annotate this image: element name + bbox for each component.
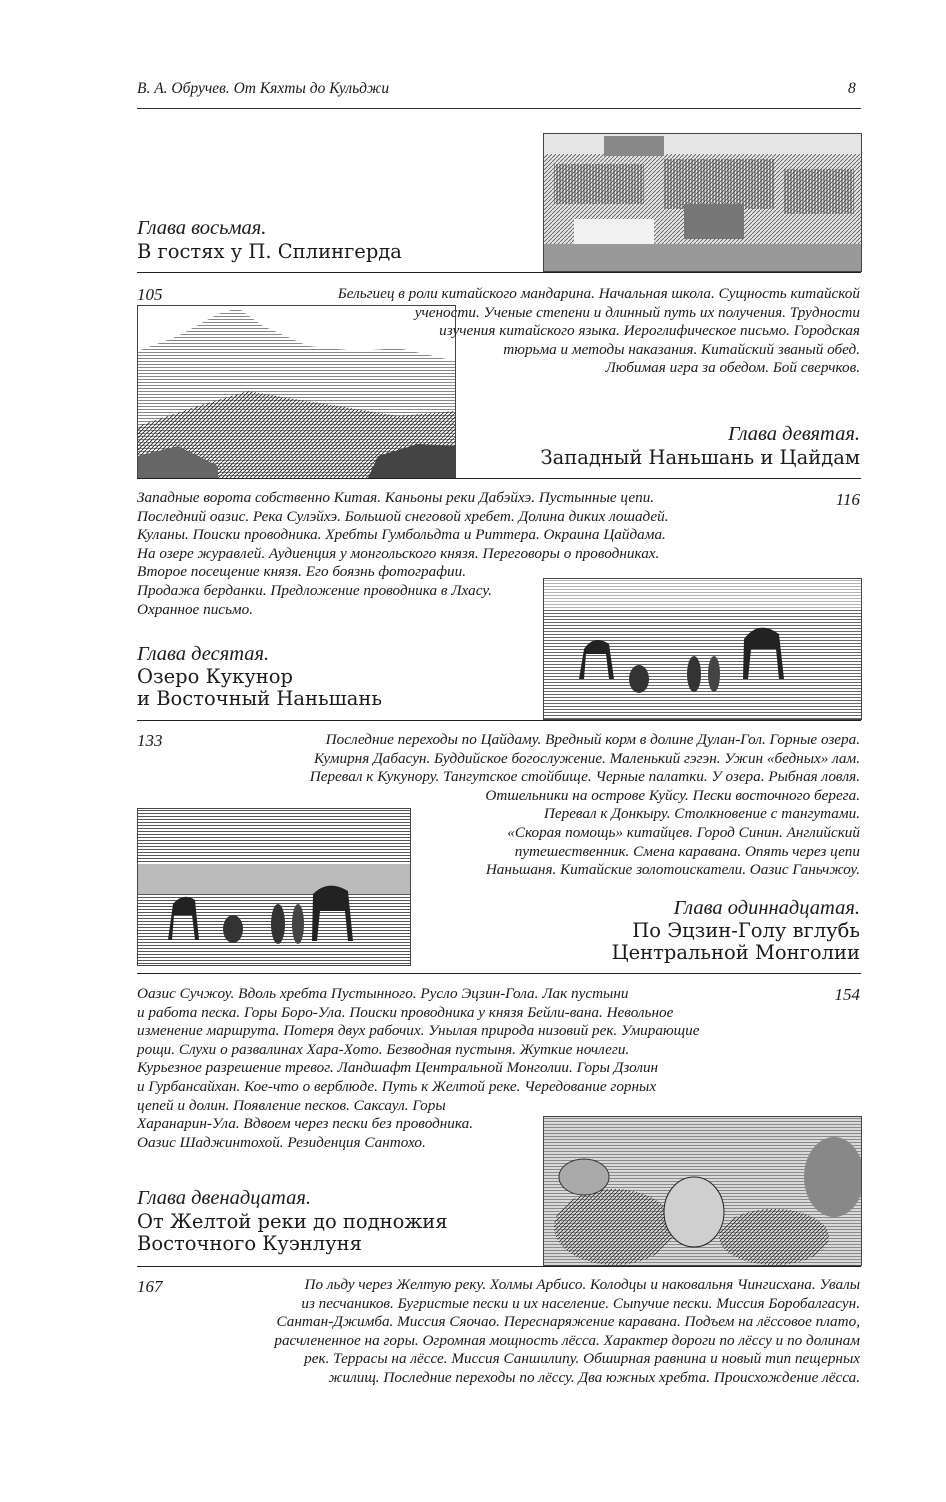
chapter-title: Центральной Монголии [611, 941, 860, 964]
chapter-rule [137, 272, 861, 273]
rocks-engraving [543, 1116, 862, 1266]
chapter-rule [137, 720, 861, 721]
summary-line: Отшельники на острове Куйсу. Пески восточного берега. [485, 786, 860, 804]
chapter-label: Глава двенадцатая. [137, 1187, 312, 1209]
chapter-title: По Эцзин-Голу вглубь [632, 919, 860, 942]
page-number: 8 [848, 80, 856, 97]
summary-line: Перевал к Донкыру. Столкновение с тангутами. [543, 805, 860, 823]
chapter-title: В гостях у П. Сплингерда [137, 240, 402, 263]
chapter-title: Западный Наньшань и Цайдам [540, 446, 860, 469]
summary-line: Перевал к Кукунору. Тангутское стойбище. Черные палатки. У озера. Рыбная ловля. [309, 768, 860, 786]
camel-caravan-engraving [543, 578, 862, 720]
summary-line: Наньшаня. Китайские золотоискатели. Оазис Ганьчжоу. [485, 861, 860, 879]
chapter-page-number: 154 [834, 985, 860, 1004]
summary-line: Харанарин-Ула. Вдвоем через пески без проводника. [137, 1115, 474, 1133]
chapter-label: Глава девятая. [728, 423, 860, 445]
summary-line: Охранное письмо. [137, 600, 254, 618]
summary-line: цепей и долин. Появление песков. Саксаул. Горы [137, 1096, 446, 1114]
summary-line: рощи. Слухи о развалинах Хара-Хото. Безводная пустыня. Жуткие ночлеги. [137, 1040, 630, 1058]
summary-line: Второе посещение князя. Его боязнь фотографии. [137, 563, 467, 581]
summary-line: рек. Террасы на лёссе. Миссия Саншилипу. Обширная равнина и новый тип пещерных [304, 1350, 860, 1368]
summary-line: жилищ. Последние переходы по лёссу. Два южных хребта. Происхождение лёсса. [328, 1368, 860, 1386]
chapter-title: Озеро Кукунор [137, 665, 294, 688]
chapter-page-number: 133 [137, 731, 163, 750]
summary-line: Сантан-Джимба. Миссия Сяочао. Переснаряжение каравана. Подъем на лёссовое плато, [276, 1313, 860, 1331]
summary-line: из песчаников. Бугристые пески и их население. Сыпучие пески. Миссия Боробалгасун. [301, 1294, 860, 1312]
chapter-page-number: 167 [137, 1277, 163, 1296]
summary-line: и Гурбансайхан. Кое-что о верблюде. Путь к Желтой реке. Чередование горных [137, 1077, 657, 1095]
chapter-summary [338, 285, 860, 378]
summary-line: Бельгиец в роли китайского мандарина. Начальная школа. Сущность китайской [337, 285, 860, 302]
summary-line: Кумирня Дабасун. Буддийское богослужение. Маленький гэгэн. Ужин «бедных» лам. [314, 749, 860, 767]
summary-line: По льду через Желтую реку. Холмы Арбисо. Колодцы и наковальня Чингисхана. Увалы [304, 1276, 860, 1293]
summary-line: Последние переходы по Цайдаму. Вредный корм в долине Дулан-Гол. Горные озера. [325, 731, 860, 748]
summary-line: путешественник. Смена каравана. Опять через цепи [514, 842, 860, 860]
summary-line: Любимая игра за обедом. Бой сверчков. [605, 359, 860, 377]
header-rule [137, 108, 861, 109]
summary-line: изучения китайского языка. Иероглифическое письмо. Городская [439, 322, 860, 340]
summary-line: изменение маршрута. Потеря двух рабочих. Унылая природа низовий рек. Умирающие [137, 1022, 700, 1040]
chapter-rule [137, 973, 861, 974]
summary-line: Курьезное разрешение тревог. Ландшафт Центральной Монголии. Горы Дзолин [137, 1059, 659, 1077]
chapter-rule [137, 1266, 861, 1267]
summary-line: учености. Ученые степени и длинный путь их получения. Трудности [414, 303, 860, 321]
chapter-label: Глава одиннадцатая. [673, 897, 860, 919]
running-title: В. А. Обручев. От Кяхты до Кульджи [137, 80, 390, 97]
summary-line: «Скорая помощь» китайцев. Город Синин. Английский [507, 823, 860, 841]
chapter-label: Глава десятая. [137, 643, 270, 665]
chapter-title: и Восточный Наньшань [137, 687, 382, 710]
summary-line: Продажа берданки. Предложение проводника в Лхасу. [137, 581, 492, 599]
chapter-label: Глава восьмая. [137, 217, 267, 239]
summary-line: тюрьма и методы наказания. Китайский званый обед. [503, 340, 860, 358]
summary-line: расчлененное на горы. Огромная мощность лёсса. Характер дороги по лёссу и по долинам [274, 1331, 860, 1349]
chapter-rule [137, 478, 861, 479]
chapter-page-number: 116 [835, 490, 860, 509]
summary-line: Последний оазис. Река Сулэйхэ. Большой снеговой хребет. Долина диких лошадей. [137, 507, 669, 525]
summary-line: Западные ворота собственно Китая. Каньоны реки Дабэйхэ. Пустынные цепи. [137, 489, 655, 506]
chapter-summary [274, 1276, 860, 1388]
summary-line: Куланы. Поиски проводника. Хребты Гумбольдта и Риттера. Окраина Цайдама. [137, 526, 666, 544]
chapter-title: Восточного Куэнлуня [137, 1232, 362, 1255]
summary-line: На озере журавлей. Аудиенция у монгольского князя. Переговоры о проводниках. [137, 544, 660, 562]
lake-camp-engraving [137, 808, 411, 966]
summary-line: Оазис Сучжоу. Вдоль хребта Пустынного. Русло Эцзин-Гола. Лак пустыни [137, 985, 629, 1002]
summary-line: Оазис Шаджинтохой. Резиденция Сантохо. [137, 1133, 426, 1151]
chapter-page-number: 105 [137, 285, 163, 304]
summary-line: и работа песка. Горы Боро-Ула. Поиски проводника у князя Бейли-вана. Невольное [137, 1003, 674, 1021]
town-engraving [543, 133, 862, 272]
chapter-title: От Желтой реки до подножия [137, 1210, 448, 1233]
